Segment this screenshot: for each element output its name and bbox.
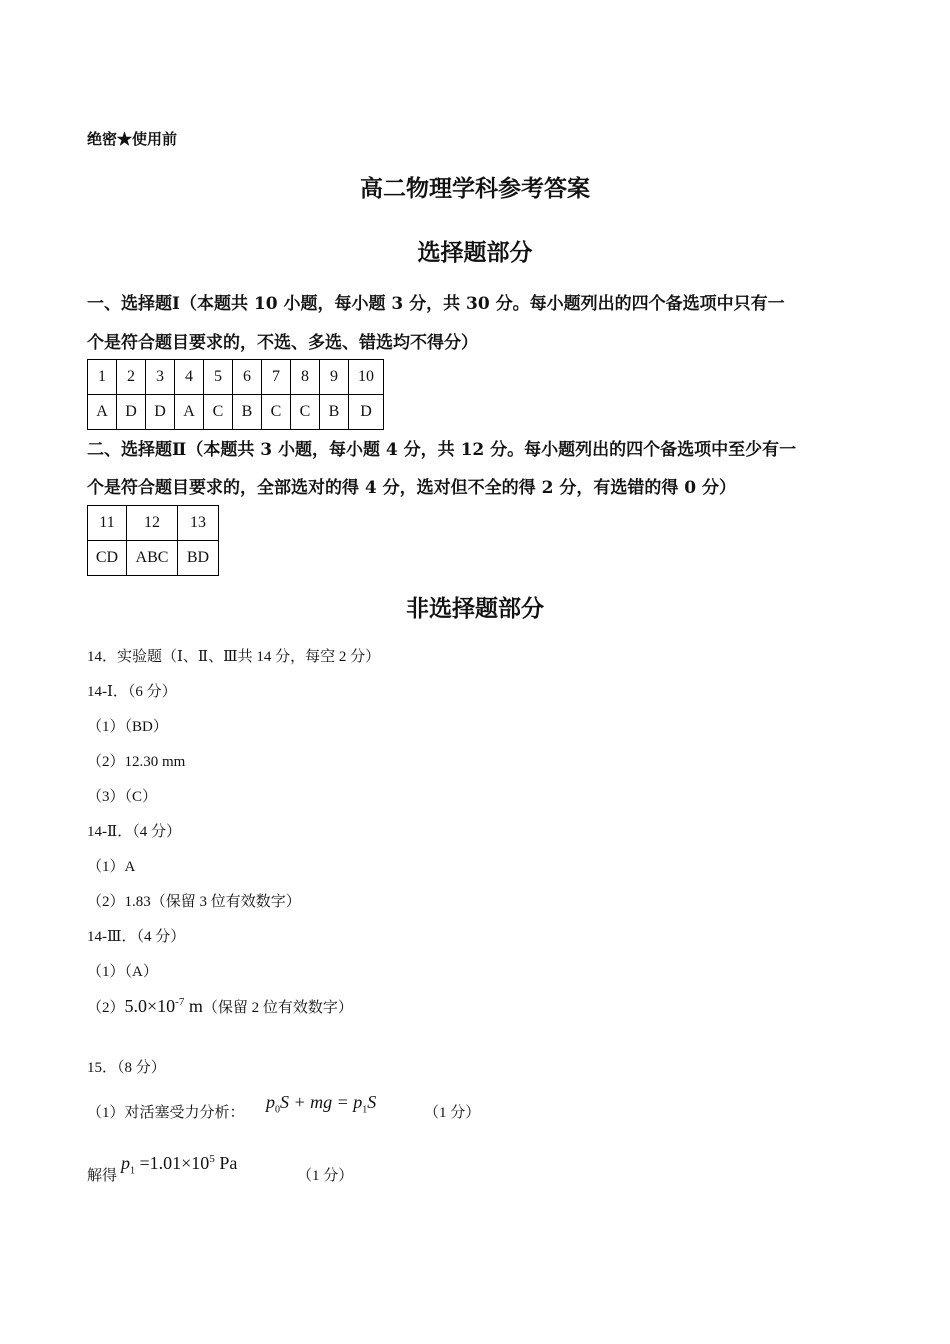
q14-part2-title: 14-Ⅱ．（4 分） — [87, 824, 181, 840]
eq-value: =1.01×10 — [135, 1153, 210, 1173]
part2-heading: 非选择题部分 — [406, 595, 544, 622]
table-cell: 12 — [127, 506, 178, 541]
q14-title: 14．实验题（Ⅰ、Ⅱ、Ⅲ共 14 分，每空 2 分） — [87, 649, 381, 665]
table-cell: B — [320, 395, 349, 430]
table-cell: 7 — [262, 360, 291, 395]
eq-symbol: p — [266, 1092, 275, 1112]
section1-heading-line1: 一、选择题Ⅰ（本题共 10 小题，每小题 3 分，共 30 分。每小题列出的四个备选项中只有一 — [87, 294, 785, 314]
eq-symbol: p — [353, 1092, 363, 1112]
table-cell: 9 — [320, 360, 349, 395]
table-cell: D — [146, 395, 175, 430]
table-cell: 8 — [291, 360, 320, 395]
table-cell: D — [349, 395, 384, 430]
table-cell: 1 — [88, 360, 117, 395]
eq-unit: Pa — [214, 1153, 238, 1173]
q15-equation1 — [266, 1092, 376, 1116]
answer-value: 5.0×10 — [124, 996, 176, 1016]
eq-subscript: 1 — [130, 1165, 135, 1177]
table-cell: C — [204, 395, 233, 430]
answer-note: （保留 2 位有效数字） — [202, 1000, 353, 1016]
table-cell: D — [117, 395, 146, 430]
q15-step2-score: （1 分） — [297, 1168, 354, 1184]
table-cell: C — [262, 395, 291, 430]
section2-heading-line1: 二、选择题Ⅱ（本题共 3 小题，每小题 4 分，共 12 分。每小题列出的四个备选项中至少有一 — [87, 440, 797, 460]
eq-symbol: p — [121, 1153, 130, 1173]
section2-answer-table — [87, 505, 219, 576]
answer-prefix: （2） — [87, 1000, 125, 1016]
q14-part3-answer2 — [87, 996, 353, 1017]
table-cell: C — [291, 395, 320, 430]
table-cell: 2 — [117, 360, 146, 395]
section1-heading-line2: 个是符合题目要求的，不选、多选、错选均不得分） — [87, 333, 478, 353]
table-cell: 5 — [204, 360, 233, 395]
q14-part1-answer1: （1）（BD） — [87, 719, 168, 735]
table-row — [88, 541, 219, 576]
eq-subscript: 0 — [275, 1104, 280, 1116]
table-cell: 6 — [233, 360, 262, 395]
q15-step1-prefix: （1）对活塞受力分析： — [87, 1105, 245, 1121]
eq-exponent: 5 — [209, 1153, 215, 1165]
q14-part3-title: 14-Ⅲ．（4 分） — [87, 929, 186, 945]
table-cell: 3 — [146, 360, 175, 395]
table-cell: B — [233, 395, 262, 430]
q14-part3-answer1: （1）（A） — [87, 964, 158, 980]
q15-step2-prefix: 解得 — [87, 1168, 118, 1184]
q15-title: 15．（8 分） — [87, 1060, 166, 1076]
table-cell: CD — [88, 541, 127, 576]
table-row — [88, 506, 219, 541]
table-cell: A — [175, 395, 204, 430]
part1-heading: 选择题部分 — [417, 239, 533, 266]
table-cell: 13 — [178, 506, 219, 541]
eq-symbol: S — [367, 1092, 377, 1112]
table-cell: BD — [178, 541, 219, 576]
q14-part2-answer2: （2）1.83（保留 3 位有效数字） — [87, 894, 301, 910]
eq-subscript: 1 — [362, 1104, 368, 1116]
table-cell: 4 — [175, 360, 204, 395]
confidential-label: 绝密★使用前 — [87, 130, 178, 148]
table-cell: 11 — [88, 506, 127, 541]
q15-equation2 — [121, 1153, 237, 1177]
section2-heading-line2: 个是符合题目要求的，全部选对的得 4 分，选对但不全的得 2 分，有选错的得 0 分） — [87, 478, 736, 498]
table-row — [88, 360, 384, 395]
answer-unit: m — [184, 996, 203, 1016]
q14-part1-title: 14-Ⅰ．（6 分） — [87, 684, 177, 700]
table-cell: A — [88, 395, 117, 430]
q14-part1-answer2: （2）12.30 mm — [87, 754, 186, 770]
page-title: 高二物理学科参考答案 — [360, 175, 590, 202]
section1-answer-table — [87, 359, 384, 430]
table-row — [88, 395, 384, 430]
eq-term: S + mg = — [280, 1092, 354, 1112]
q14-part1-answer3: （3）（C） — [87, 789, 158, 805]
answer-exponent: -7 — [175, 996, 185, 1008]
table-cell: 10 — [349, 360, 384, 395]
q15-step1-score: （1 分） — [424, 1105, 481, 1121]
q14-part2-answer1: （1）A — [87, 859, 136, 875]
table-cell: ABC — [127, 541, 178, 576]
